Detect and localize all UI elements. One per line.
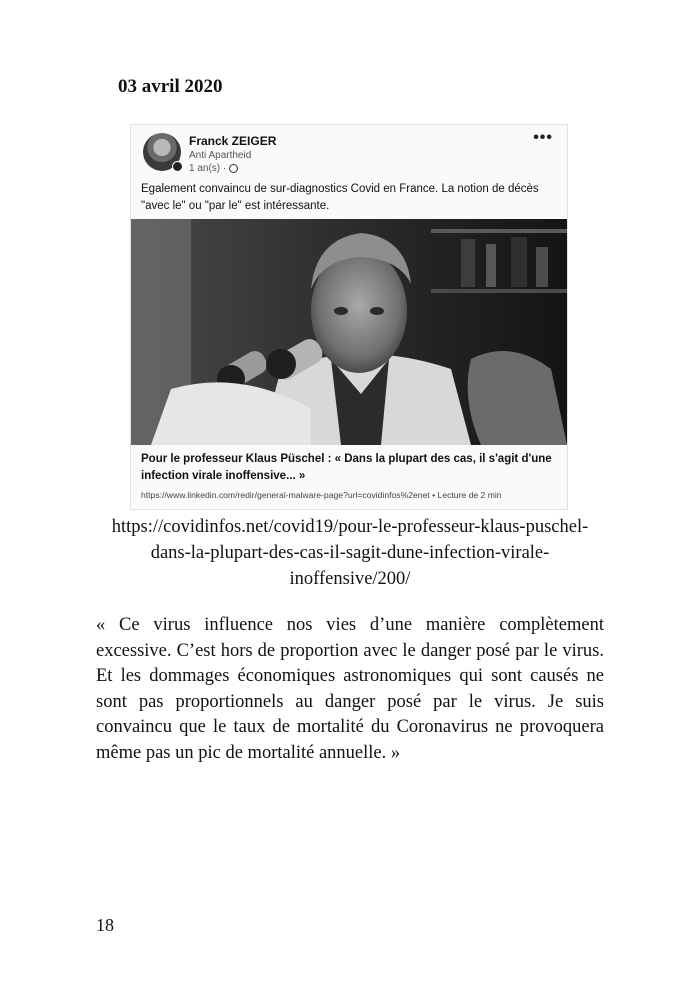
post-author: Franck ZEIGER xyxy=(189,134,277,148)
globe-icon xyxy=(229,164,238,173)
post-meta xyxy=(189,163,238,174)
page-number: 18 xyxy=(96,915,114,935)
more-options-icon: ••• xyxy=(533,129,553,146)
link-preview-url: https://www.linkedin.com/redir/general-malware-page?url=covidinfos%2enet • Lecture de 2 min xyxy=(141,490,502,500)
post-photo xyxy=(131,219,567,445)
social-post-card xyxy=(130,124,568,510)
link-preview-title: Pour le professeur Klaus Püschel : « Dans la plupart des cas, il s'agit d'une infection virale inoffensive... » xyxy=(141,453,552,482)
status-dot-icon xyxy=(172,161,183,172)
post-time: 1 an(s) · xyxy=(189,163,227,174)
source-url: https://covidinfos.net/covid19/pour-le-professeur-klaus-puschel-dans-la-plupart-des-cas-il-sagit-dune-infection-virale-inoffensive/200/ xyxy=(111,517,589,589)
post-text: Egalement convaincu de sur-diagnostics Covid en France. La notion de décès "avec le" ou "par le" est intéressante. xyxy=(141,183,539,212)
section-date: 03 avril 2020 xyxy=(118,76,223,97)
post-subtitle: Anti Apartheid xyxy=(189,150,252,161)
quote-paragraph: « Ce virus influence nos vies d’une manière complètement excessive. C’est hors de proportion avec le danger posé par le virus. Et les dommages économiques astronomiques qui sont causés ne sont pas proportionnels au danger posé par le virus. Je suis convaincu que le taux de mortalité du Coronavirus ne provoquera même pas un pic de mortalité annuelle. » xyxy=(96,615,604,763)
